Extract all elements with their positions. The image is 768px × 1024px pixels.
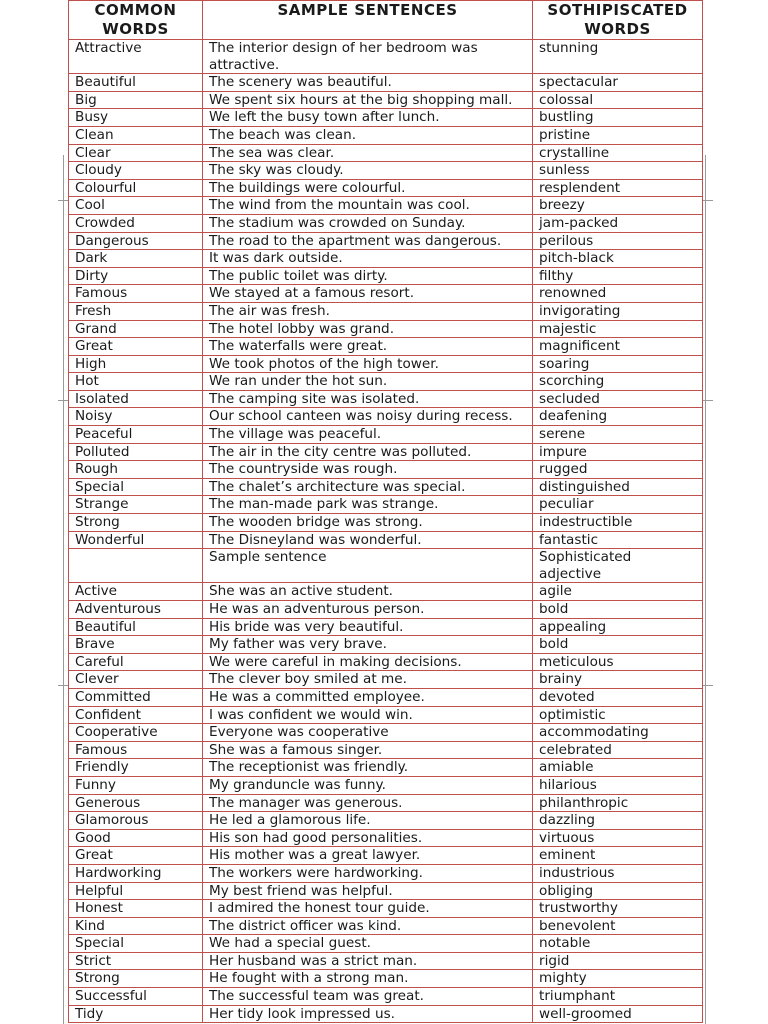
common-word-cell: Committed — [69, 688, 203, 706]
table-row — [69, 935, 703, 953]
common-word-cell: Beautiful — [69, 74, 203, 92]
header-sophisticated-words — [533, 1, 703, 40]
sample-sentence-cell: I was confident we would win. — [203, 706, 533, 724]
sophisticated-word-cell: invigorating — [533, 302, 703, 320]
common-word-cell: Rough — [69, 461, 203, 479]
sophisticated-word-cell: bold — [533, 601, 703, 619]
table-row — [69, 390, 703, 408]
sample-sentence-cell: The road to the apartment was dangerous. — [203, 232, 533, 250]
table-header-row — [69, 1, 703, 40]
sample-sentence-cell: The sea was clear. — [203, 144, 533, 162]
sophisticated-word-cell: benevolent — [533, 917, 703, 935]
sample-sentence-cell: The workers were hardworking. — [203, 864, 533, 882]
sophisticated-word-cell: hilarious — [533, 776, 703, 794]
common-word-cell: Strange — [69, 496, 203, 514]
sophisticated-word-cell: soaring — [533, 355, 703, 373]
sample-sentence-cell: My father was very brave. — [203, 636, 533, 654]
margin-mark — [703, 400, 713, 401]
sample-sentence-cell: The manager was generous. — [203, 794, 533, 812]
table-row — [69, 688, 703, 706]
sample-sentence-cell: The receptionist was friendly. — [203, 759, 533, 777]
sample-sentence-cell: We had a special guest. — [203, 935, 533, 953]
sophisticated-word-cell: agile — [533, 583, 703, 601]
sample-sentence-cell: Everyone was cooperative — [203, 724, 533, 742]
table-row — [69, 338, 703, 356]
table-row — [69, 900, 703, 918]
table-row — [69, 952, 703, 970]
sophisticated-word-cell: pitch-black — [533, 250, 703, 268]
sample-sentence-cell: The hotel lobby was grand. — [203, 320, 533, 338]
margin-mark — [58, 685, 68, 686]
sophisticated-word-cell: pristine — [533, 126, 703, 144]
table-row — [69, 373, 703, 391]
common-word-cell: Clear — [69, 144, 203, 162]
header-sample-sentences-text: SAMPLE SENTENCES — [277, 1, 458, 19]
sample-sentence-cell: The village was peaceful. — [203, 426, 533, 444]
sample-sentence-cell: The air in the city centre was polluted. — [203, 443, 533, 461]
common-word-cell: Honest — [69, 900, 203, 918]
table-row — [69, 812, 703, 830]
table-row — [69, 40, 703, 74]
sample-sentence-cell: She was an active student. — [203, 583, 533, 601]
common-word-cell: Fresh — [69, 302, 203, 320]
margin-mark — [58, 400, 68, 401]
sample-sentence-cell: We were careful in making decisions. — [203, 653, 533, 671]
common-word-cell: Beautiful — [69, 618, 203, 636]
sample-sentence-cell: The countryside was rough. — [203, 461, 533, 479]
sample-sentence-cell: The wooden bridge was strong. — [203, 514, 533, 532]
sample-sentence-cell: The scenery was beautiful. — [203, 74, 533, 92]
table-row — [69, 355, 703, 373]
sample-sentence-cell: The waterfalls were great. — [203, 338, 533, 356]
sophisticated-word-cell: filthy — [533, 267, 703, 285]
table-row — [69, 864, 703, 882]
table-row — [69, 426, 703, 444]
table-row — [69, 970, 703, 988]
sophisticated-word-cell: fantastic — [533, 531, 703, 549]
sample-sentence-cell: Her husband was a strict man. — [203, 952, 533, 970]
margin-mark — [705, 155, 706, 1024]
table-row — [69, 126, 703, 144]
common-word-cell: Hot — [69, 373, 203, 391]
sample-sentence-cell: My best friend was helpful. — [203, 882, 533, 900]
common-word-cell: Tidy — [69, 1005, 203, 1023]
table-row — [69, 829, 703, 847]
sophisticated-word-cell: colossal — [533, 91, 703, 109]
sample-sentence-cell: We stayed at a famous resort. — [203, 285, 533, 303]
sophisticated-word-cell: jam-packed — [533, 214, 703, 232]
sample-sentence-cell: The man-made park was strange. — [203, 496, 533, 514]
common-word-cell: Big — [69, 91, 203, 109]
common-word-cell: Busy — [69, 109, 203, 127]
sample-sentence-cell: He fought with a strong man. — [203, 970, 533, 988]
common-word-cell: Isolated — [69, 390, 203, 408]
table-row — [69, 741, 703, 759]
common-word-cell: Great — [69, 338, 203, 356]
common-word-cell: Famous — [69, 285, 203, 303]
sophisticated-word-cell: breezy — [533, 197, 703, 215]
sample-sentence-cell: The stadium was crowded on Sunday. — [203, 214, 533, 232]
sophisticated-word-cell: mighty — [533, 970, 703, 988]
table-row — [69, 408, 703, 426]
common-word-cell: Special — [69, 478, 203, 496]
table-row — [69, 636, 703, 654]
table-row — [69, 197, 703, 215]
common-word-cell: Generous — [69, 794, 203, 812]
table-row — [69, 794, 703, 812]
sophisticated-word-cell: scorching — [533, 373, 703, 391]
table-row — [69, 882, 703, 900]
sample-sentence-cell: The beach was clean. — [203, 126, 533, 144]
sophisticated-word-cell: appealing — [533, 618, 703, 636]
common-word-cell: Attractive — [69, 40, 203, 74]
table-row — [69, 531, 703, 549]
sophisticated-word-cell: virtuous — [533, 829, 703, 847]
table-row — [69, 162, 703, 180]
margin-mark — [703, 685, 713, 686]
sophisticated-word-cell: celebrated — [533, 741, 703, 759]
sample-sentence-cell: He was an adventurous person. — [203, 601, 533, 619]
sophisticated-word-cell: industrious — [533, 864, 703, 882]
common-word-cell: Hardworking — [69, 864, 203, 882]
common-word-cell: Noisy — [69, 408, 203, 426]
table-row — [69, 917, 703, 935]
table-row — [69, 232, 703, 250]
sophisticated-word-cell: stunning — [533, 40, 703, 74]
table-row — [69, 706, 703, 724]
common-word-cell: Cool — [69, 197, 203, 215]
common-word-cell: Colourful — [69, 179, 203, 197]
sophisticated-word-cell: secluded — [533, 390, 703, 408]
sophisticated-word-cell: notable — [533, 935, 703, 953]
sample-sentence-cell: The district officer was kind. — [203, 917, 533, 935]
table-row — [69, 583, 703, 601]
table-row — [69, 461, 703, 479]
sophisticated-word-cell: renowned — [533, 285, 703, 303]
common-word-cell: Successful — [69, 988, 203, 1006]
header-common-words-line1: COMMON — [94, 1, 177, 19]
common-word-cell: Dirty — [69, 267, 203, 285]
sample-sentence-cell: He led a glamorous life. — [203, 812, 533, 830]
common-word-cell: Great — [69, 847, 203, 865]
sample-sentence-cell: His son had good personalities. — [203, 829, 533, 847]
sample-sentence-cell: His mother was a great lawyer. — [203, 847, 533, 865]
table-row — [69, 1005, 703, 1023]
table-row — [69, 514, 703, 532]
sophisticated-word-cell: amiable — [533, 759, 703, 777]
common-word-cell: Polluted — [69, 443, 203, 461]
vocabulary-table — [68, 0, 703, 1023]
sample-sentence-cell: Our school canteen was noisy during recess. — [203, 408, 533, 426]
sophisticated-word-cell: crystalline — [533, 144, 703, 162]
sophisticated-word-cell: serene — [533, 426, 703, 444]
sample-sentence-cell: The interior design of her bedroom was attractive. — [203, 40, 533, 74]
table-row — [69, 109, 703, 127]
sample-sentence-cell: She was a famous singer. — [203, 741, 533, 759]
common-word-cell: Clever — [69, 671, 203, 689]
table-row — [69, 214, 703, 232]
common-word-cell: Glamorous — [69, 812, 203, 830]
table-row — [69, 601, 703, 619]
table-row — [69, 653, 703, 671]
common-word-cell: Special — [69, 935, 203, 953]
sophisticated-word-cell: perilous — [533, 232, 703, 250]
common-word-cell: Kind — [69, 917, 203, 935]
header-common-words-line2: WORDS — [102, 20, 169, 38]
sophisticated-word-cell: triumphant — [533, 988, 703, 1006]
sample-sentence-cell: The wind from the mountain was cool. — [203, 197, 533, 215]
table-row — [69, 496, 703, 514]
sample-sentence-cell: The buildings were colourful. — [203, 179, 533, 197]
sophisticated-word-cell: optimistic — [533, 706, 703, 724]
table-body — [69, 40, 703, 1023]
sample-sentence-cell: The chalet’s architecture was special. — [203, 478, 533, 496]
table-row — [69, 144, 703, 162]
margin-mark — [58, 200, 68, 201]
common-word-cell: Wonderful — [69, 531, 203, 549]
table-row — [69, 549, 703, 583]
sample-sentence-cell: The Disneyland was wonderful. — [203, 531, 533, 549]
common-word-cell: Cooperative — [69, 724, 203, 742]
header-common-words — [69, 1, 203, 40]
common-word-cell: Strict — [69, 952, 203, 970]
sophisticated-word-cell: distinguished — [533, 478, 703, 496]
sample-sentence-cell: We ran under the hot sun. — [203, 373, 533, 391]
sample-sentence-cell: His bride was very beautiful. — [203, 618, 533, 636]
common-word-cell: Funny — [69, 776, 203, 794]
common-word-cell: Grand — [69, 320, 203, 338]
sophisticated-word-cell: philanthropic — [533, 794, 703, 812]
common-word-cell: Confident — [69, 706, 203, 724]
sample-sentence-cell: Sample sentence — [203, 549, 533, 583]
sample-sentence-cell: I admired the honest tour guide. — [203, 900, 533, 918]
sophisticated-word-cell: sunless — [533, 162, 703, 180]
sophisticated-word-cell: accommodating — [533, 724, 703, 742]
common-word-cell: Friendly — [69, 759, 203, 777]
sophisticated-word-cell: meticulous — [533, 653, 703, 671]
common-word-cell: Peaceful — [69, 426, 203, 444]
table-row — [69, 724, 703, 742]
common-word-cell: Dangerous — [69, 232, 203, 250]
table-row — [69, 320, 703, 338]
sophisticated-word-cell: obliging — [533, 882, 703, 900]
table-row — [69, 179, 703, 197]
sample-sentence-cell: The sky was cloudy. — [203, 162, 533, 180]
common-word-cell: Strong — [69, 514, 203, 532]
sample-sentence-cell: The camping site was isolated. — [203, 390, 533, 408]
table-row — [69, 302, 703, 320]
sophisticated-word-cell: devoted — [533, 688, 703, 706]
sophisticated-word-cell: Sophisticated adjective — [533, 549, 703, 583]
table-row — [69, 776, 703, 794]
sample-sentence-cell: It was dark outside. — [203, 250, 533, 268]
table-row — [69, 671, 703, 689]
common-word-cell: Clean — [69, 126, 203, 144]
common-word-cell: Helpful — [69, 882, 203, 900]
table-row — [69, 250, 703, 268]
sophisticated-word-cell: rigid — [533, 952, 703, 970]
common-word-cell: High — [69, 355, 203, 373]
sophisticated-word-cell: rugged — [533, 461, 703, 479]
sophisticated-word-cell: trustworthy — [533, 900, 703, 918]
header-sample-sentences — [203, 1, 533, 40]
sample-sentence-cell: We spent six hours at the big shopping mall. — [203, 91, 533, 109]
sophisticated-word-cell: spectacular — [533, 74, 703, 92]
sophisticated-word-cell: bustling — [533, 109, 703, 127]
margin-mark — [703, 200, 713, 201]
common-word-cell: Famous — [69, 741, 203, 759]
sophisticated-word-cell: indestructible — [533, 514, 703, 532]
table-row — [69, 988, 703, 1006]
sophisticated-word-cell: eminent — [533, 847, 703, 865]
common-word-cell: Adventurous — [69, 601, 203, 619]
common-word-cell: Crowded — [69, 214, 203, 232]
table-row — [69, 478, 703, 496]
common-word-cell: Strong — [69, 970, 203, 988]
common-word-cell — [69, 549, 203, 583]
sophisticated-word-cell: magnificent — [533, 338, 703, 356]
sophisticated-word-cell: bold — [533, 636, 703, 654]
common-word-cell: Careful — [69, 653, 203, 671]
sophisticated-word-cell: deafening — [533, 408, 703, 426]
sample-sentence-cell: We took photos of the high tower. — [203, 355, 533, 373]
sophisticated-word-cell: dazzling — [533, 812, 703, 830]
table-row — [69, 618, 703, 636]
sophisticated-word-cell: brainy — [533, 671, 703, 689]
table-row — [69, 443, 703, 461]
margin-mark — [63, 155, 64, 1024]
sample-sentence-cell: He was a committed employee. — [203, 688, 533, 706]
header-sophisticated-words-line2: WORDS — [584, 20, 651, 38]
sample-sentence-cell: My granduncle was funny. — [203, 776, 533, 794]
table-row — [69, 267, 703, 285]
sample-sentence-cell: The public toilet was dirty. — [203, 267, 533, 285]
common-word-cell: Good — [69, 829, 203, 847]
table-row — [69, 91, 703, 109]
sophisticated-word-cell: impure — [533, 443, 703, 461]
sample-sentence-cell: The successful team was great. — [203, 988, 533, 1006]
common-word-cell: Brave — [69, 636, 203, 654]
table-row — [69, 285, 703, 303]
common-word-cell: Active — [69, 583, 203, 601]
table-row — [69, 74, 703, 92]
sample-sentence-cell: We left the busy town after lunch. — [203, 109, 533, 127]
sample-sentence-cell: The clever boy smiled at me. — [203, 671, 533, 689]
sophisticated-word-cell: majestic — [533, 320, 703, 338]
table-row — [69, 759, 703, 777]
sophisticated-word-cell: peculiar — [533, 496, 703, 514]
common-word-cell: Cloudy — [69, 162, 203, 180]
sophisticated-word-cell: well-groomed — [533, 1005, 703, 1023]
header-sophisticated-words-line1: SOTHIPISCATED — [547, 1, 688, 19]
table-row — [69, 847, 703, 865]
sophisticated-word-cell: resplendent — [533, 179, 703, 197]
sample-sentence-cell: The air was fresh. — [203, 302, 533, 320]
sample-sentence-cell: Her tidy look impressed us. — [203, 1005, 533, 1023]
common-word-cell: Dark — [69, 250, 203, 268]
